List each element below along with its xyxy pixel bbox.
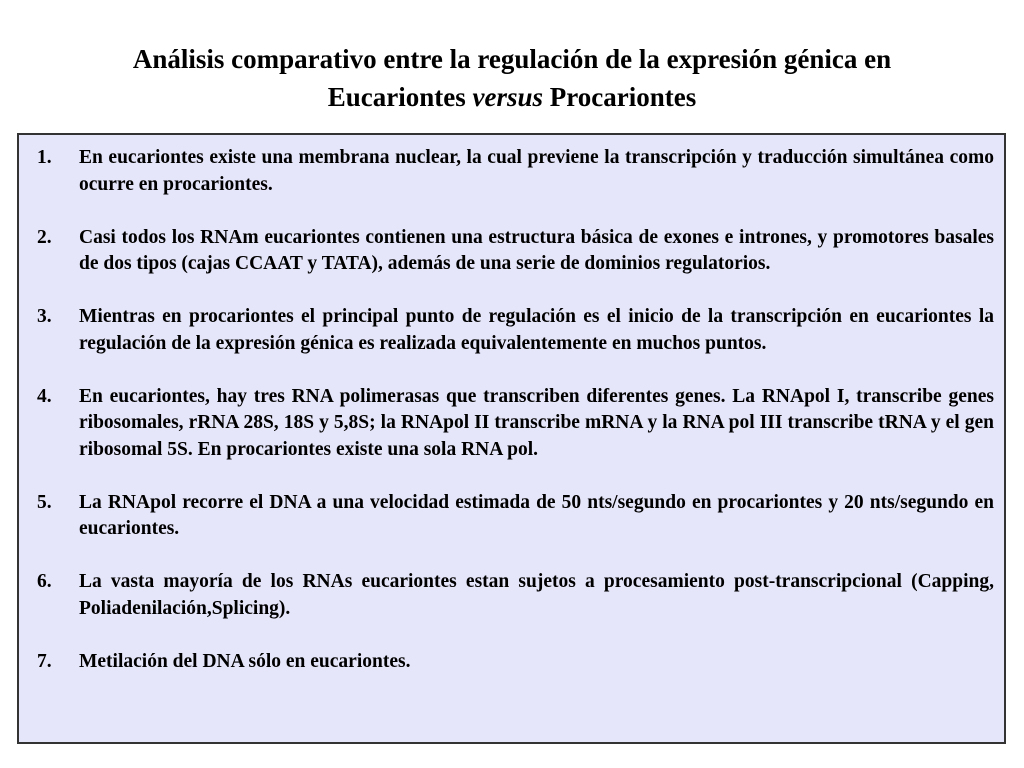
- title-line-2-end: Procariontes: [543, 82, 697, 112]
- slide-title: [0, 40, 1024, 116]
- item-text: Mientras en procariontes el principal punto de regulación es el inicio de la transcripción en eucariontes la regulación de la expresión génica es realizada equivalentemente en muchos puntos.: [79, 306, 994, 354]
- title-italic-word: versus: [472, 82, 544, 112]
- list-item: [37, 649, 994, 676]
- item-text: La RNApol recorre el DNA a una velocidad estimada de 50 nts/segundo en procariontes y 20 nts/segundo en eucariontes.: [79, 491, 994, 539]
- title-line-1: Análisis comparativo entre la regulación de la expresión génica en: [132, 44, 892, 74]
- item-number: 5.: [37, 491, 52, 513]
- item-number: 7.: [37, 650, 52, 672]
- item-number: 3.: [37, 306, 52, 327]
- comparison-box: [17, 133, 1006, 744]
- list-item: [37, 490, 994, 543]
- item-number: 1.: [37, 147, 52, 168]
- list-item: [37, 569, 994, 622]
- item-text: En eucariontes existe una membrana nuclear, la cual previene la transcripción y traducción simultánea como ocurre en procariontes.: [79, 147, 994, 195]
- item-text: En eucariontes, hay tres RNA polimerasas que transcriben diferentes genes. La RNApol I, transcribe genes ribosomales, rRNA 28S, 18S y 5,8S; la RNApol II transcribe mRNA y la RNA pol III transcribe tRNA y el gen ribosomal 5S. En procariontes existe una sola RNA pol.: [79, 385, 994, 460]
- list-item: [37, 384, 994, 464]
- list-item: [37, 225, 994, 278]
- item-text: Metilación del DNA sólo en eucariontes.: [79, 650, 411, 672]
- item-number: 4.: [37, 385, 52, 407]
- item-text: La vasta mayoría de los RNAs eucariontes estan sujetos a procesamiento post-transcripcional (Capping, Poliadenilación,Splicing).: [79, 571, 994, 619]
- title-line-2: [0, 78, 1024, 116]
- comparison-list: [37, 145, 994, 675]
- list-item: [37, 304, 994, 357]
- item-text: Casi todos los RNAm eucariontes contienen una estructura básica de exones e intrones, y promotores basales de dos tipos (cajas CCAAT y TATA), además de una serie de dominios regulatorios.: [79, 226, 994, 274]
- item-number: 2.: [37, 226, 52, 248]
- list-item: [37, 145, 994, 198]
- title-line-2-start: Eucariontes: [327, 82, 473, 112]
- item-number: 6.: [37, 571, 52, 592]
